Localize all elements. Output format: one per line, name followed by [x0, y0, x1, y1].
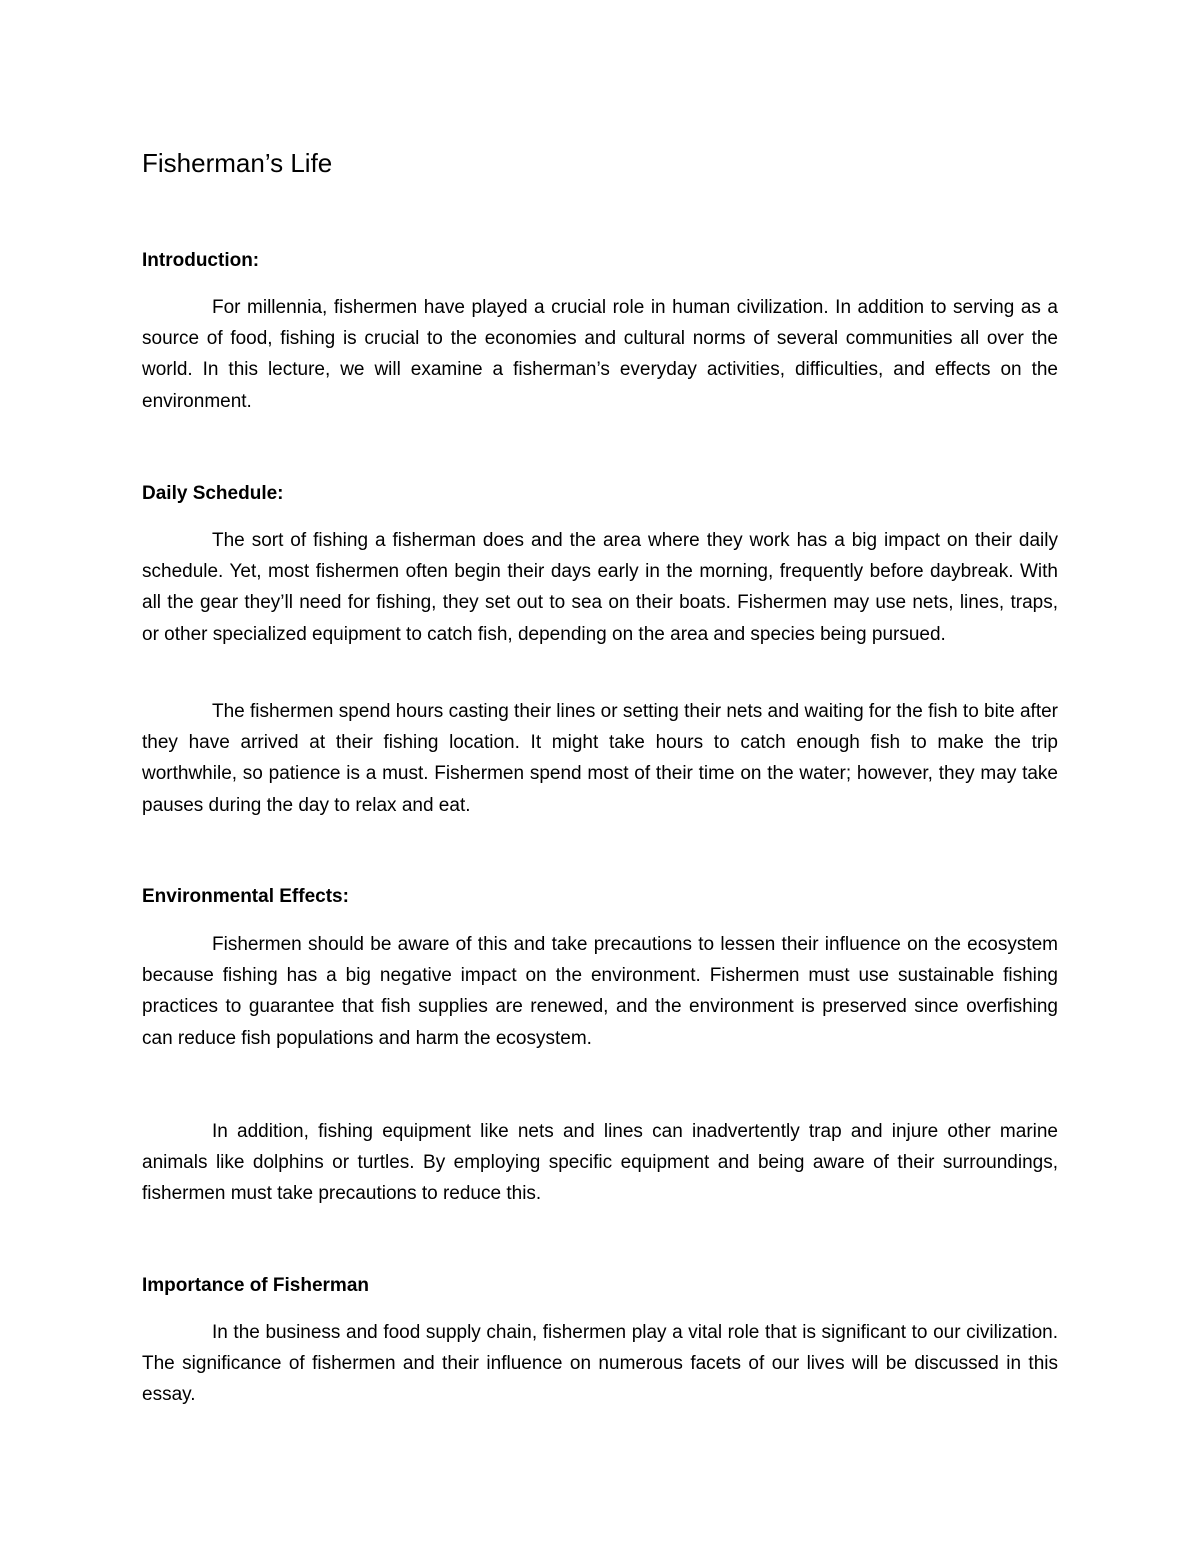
- section-heading-daily-schedule: Daily Schedule:: [142, 483, 284, 504]
- daily-schedule-paragraph-1: The sort of fishing a fisherman does and the area where they work has a big impact on their daily schedule. Yet, most fishermen often begin their days early in the morning, frequently before daybreak. With all the gear they’ll need for fishing, they set out to sea on their boats. Fishermen may use nets, lines, traps, or other specialized equipment to catch fish, depending on the area and species being pursued.: [142, 530, 1058, 645]
- section-heading-environmental-effects: Environmental Effects:: [142, 886, 349, 907]
- importance-paragraph: In the business and food supply chain, fishermen play a vital role that is significant to our civilization. The significance of fishermen and their influence on numerous facets of our lives will be discussed in this essay.: [142, 1322, 1058, 1406]
- section-heading-introduction: Introduction:: [142, 250, 260, 271]
- section-heading-importance-of-fisherman: Importance of Fisherman: [142, 1275, 369, 1296]
- document-title: Fisherman’s Life: [142, 148, 333, 178]
- daily-schedule-paragraph-2: The fishermen spend hours casting their lines or setting their nets and waiting for the fish to bite after they have arrived at their fishing location. It might take hours to catch enough fish to make the trip worthwhile, so patience is a must. Fishermen spend most of their time on the water; however, they may take pauses during the day to relax and eat.: [142, 701, 1058, 816]
- document-page: [142, 0, 1058, 1553]
- intro-paragraph: For millennia, fishermen have played a crucial role in human civilization. In addition to serving as a source of food, fishing is crucial to the economies and cultural norms of several communities all over the world. In this lecture, we will examine a fisherman’s everyday activities, difficulties, and effects on the environment.: [142, 297, 1058, 412]
- environmental-effects-paragraph-2: In addition, fishing equipment like nets and lines can inadvertently trap and injure other marine animals like dolphins or turtles. By employing specific equipment and being aware of their surroundings, fishermen must take precautions to reduce this.: [142, 1121, 1058, 1205]
- environmental-effects-paragraph-1: Fishermen should be aware of this and take precautions to lessen their influence on the ecosystem because fishing has a big negative impact on the environment. Fishermen must use sustainable fishing practices to guarantee that fish supplies are renewed, and the environment is preserved since overfishing can reduce fish populations and harm the ecosystem.: [142, 934, 1058, 1049]
